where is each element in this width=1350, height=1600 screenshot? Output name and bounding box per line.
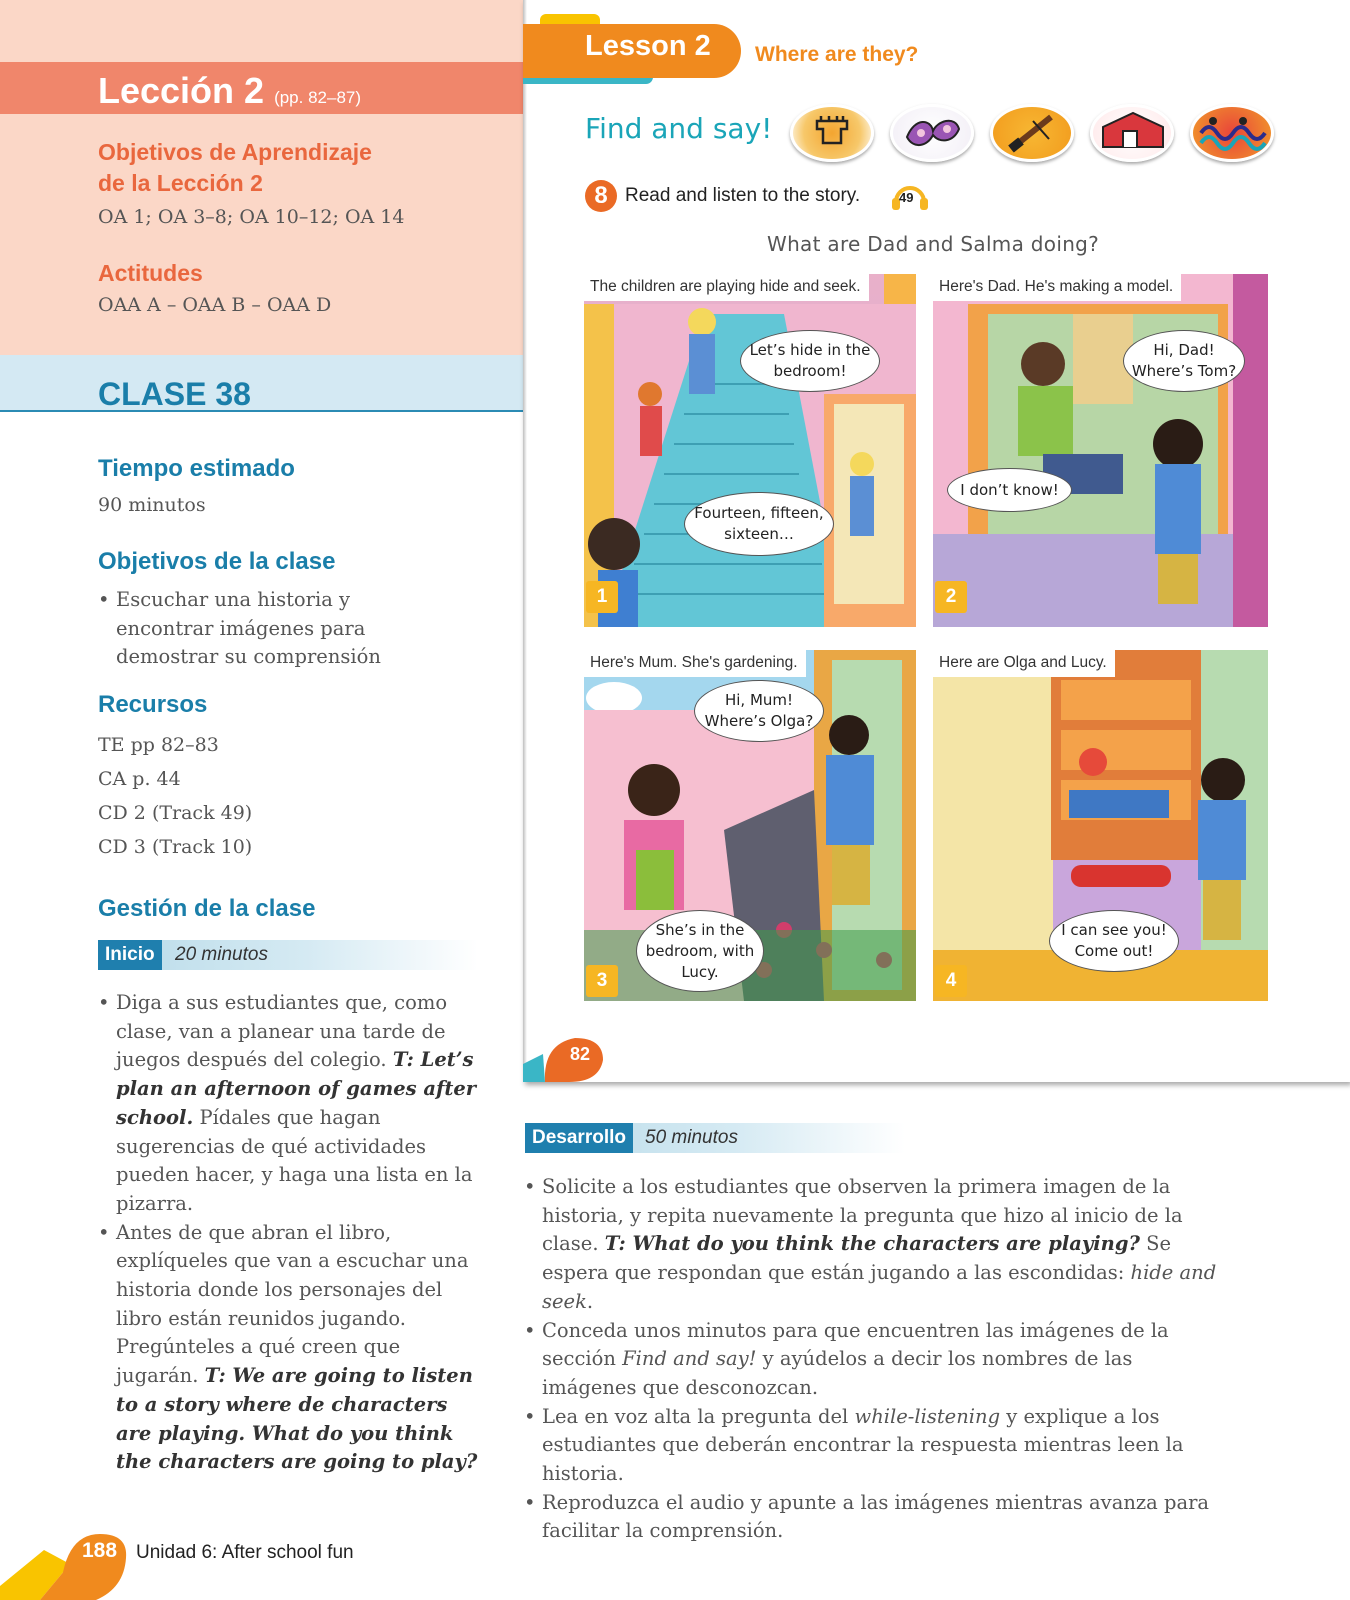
desarrollo-label: Desarrollo (525, 1123, 633, 1153)
tiempo-heading: Tiempo estimado (98, 455, 295, 482)
find-item-pattern-image (1190, 104, 1274, 162)
clase-band (0, 355, 523, 412)
panel-1-illustration (584, 274, 916, 627)
lesson-subtitle: Where are they? (755, 43, 919, 66)
speech-bubble: I can see you! Come out! (1049, 910, 1179, 972)
objetivos-clase-list (98, 586, 448, 672)
speech-bubble: Hi, Mum! Where’s Olga? (694, 680, 824, 742)
gestion-heading: Gestión de la clase (98, 895, 316, 922)
panel-caption: Here's Dad. He's making a model. (933, 274, 1181, 301)
desarrollo-list (524, 1173, 1229, 1546)
story-panel-4 (933, 650, 1268, 1001)
objetivos-clase-heading: Objetivos de la clase (98, 548, 336, 575)
clase-title: CLASE 38 (98, 376, 251, 412)
track-number: 49 (899, 190, 914, 205)
speech-bubble: Hi, Dad! Where’s Tom? (1123, 330, 1245, 392)
story-panel-3 (584, 650, 916, 1001)
desarrollo-minutes: 50 minutos (645, 1127, 738, 1148)
recursos-item: CD 3 (Track 10) (98, 836, 253, 858)
find-and-say-heading: Find and say! (585, 112, 773, 145)
objetivos-heading: Objetivos de Aprendizaje de la Lección 2 (98, 139, 372, 196)
inicio-bar (98, 940, 478, 970)
tiempo-value: 90 minutos (98, 494, 206, 516)
list-item: • Diga a sus estudiantes que, como clase, van a planear una tarde de juegos después del colegio. T: Let’s plan an afternoon of games after school. Pídales que hagan sugerencias de qué actividades pueden hacer, y haga una lista en la pizarra. (98, 989, 483, 1219)
desarrollo-bar (525, 1123, 905, 1153)
actitudes-codes: OAA A – OAA B – OAA D (98, 294, 332, 316)
inicio-list (98, 989, 483, 1477)
recursos-item: TE pp 82–83 (98, 734, 219, 756)
find-item-butterfly-image (890, 104, 974, 162)
panel-number: 4 (935, 965, 967, 997)
objetivos-codes: OA 1; OA 3–8; OA 10–12; OA 14 (98, 206, 405, 228)
panel-caption: The children are playing hide and seek. (584, 274, 869, 301)
inicio-label: Inicio (98, 940, 162, 970)
book-page-number: 82 (570, 1044, 591, 1064)
actitudes-heading: Actitudes (98, 260, 203, 286)
page-number-badge (523, 1034, 603, 1084)
lesson-title: Lección 2 (pp. 82–87) (98, 70, 362, 111)
list-item: • Antes de que abran el libro, explíqueles que van a escuchar una historia donde los personajes del libro están reunidos jugando. Pregúnteles a qué creen que jugarán. T: We are going to listen to a story where de characters are playing. What do you think the characters are going to play? (98, 1219, 483, 1477)
inicio-minutes: 20 minutos (175, 944, 268, 965)
recursos-item: CD 2 (Track 49) (98, 802, 253, 824)
speech-bubble: Fourteen, fifteen, sixteen… (684, 492, 834, 556)
panel-caption: Here's Mum. She's gardening. (584, 650, 806, 677)
lesson-label: Lesson 2 (585, 30, 711, 62)
story-panel-1 (584, 274, 916, 627)
footer-unit-text: Unidad 6: After school fun (136, 1542, 354, 1563)
activity-instruction: Read and listen to the story. (625, 185, 861, 206)
list-item: • Escuchar una historia y encontrar imágenes para demostrar su comprensión (98, 586, 448, 672)
list-item: • Lea en voz alta la pregunta del while-listening y explique a los estudiantes que deberán encontrar la respuesta mientras leen la historia. (524, 1403, 1229, 1489)
list-item: • Reproduzca el audio y apunte a las imágenes mientras avanza para facilitar la comprensión. (524, 1489, 1229, 1546)
list-item: • Solicite a los estudiantes que observen la primera imagen de la historia, y repita nuevamente la pregunta que hizo al inicio de la clase. T: What do you think the characters are playing? Se espera que respondan que están jugando a las escondidas: hide and seek. (524, 1173, 1229, 1317)
list-item: • Conceda unos minutos para que encuentren las imágenes de la sección Find and say! y ayúdelos a decir los nombres de las imágenes que desconozcan. (524, 1317, 1229, 1403)
panel-2-illustration (933, 274, 1268, 627)
book-edge-shadow (523, 0, 527, 1082)
story-question: What are Dad and Salma doing? (767, 232, 1100, 256)
footer-page-number: 188 (82, 1539, 118, 1562)
recursos-item: CA p. 44 (98, 768, 181, 790)
panel-caption: Here are Olga and Lucy. (933, 650, 1115, 677)
speech-bubble: Let’s hide in the bedroom! (740, 330, 880, 392)
find-item-tower-image (790, 104, 874, 162)
activity-number: 8 (585, 180, 617, 212)
speech-bubble: She’s in the bedroom, with Lucy. (636, 910, 764, 992)
panel-number: 1 (586, 581, 618, 613)
panel-number: 3 (586, 965, 618, 997)
story-panel-2 (933, 274, 1268, 627)
panel-number: 2 (935, 581, 967, 613)
find-item-house-image (1090, 104, 1174, 162)
find-item-paintbrush-image (990, 104, 1074, 162)
recursos-heading: Recursos (98, 691, 208, 718)
lesson-pages: (pp. 82–87) (274, 88, 362, 107)
speech-bubble: I don’t know! (947, 468, 1072, 512)
